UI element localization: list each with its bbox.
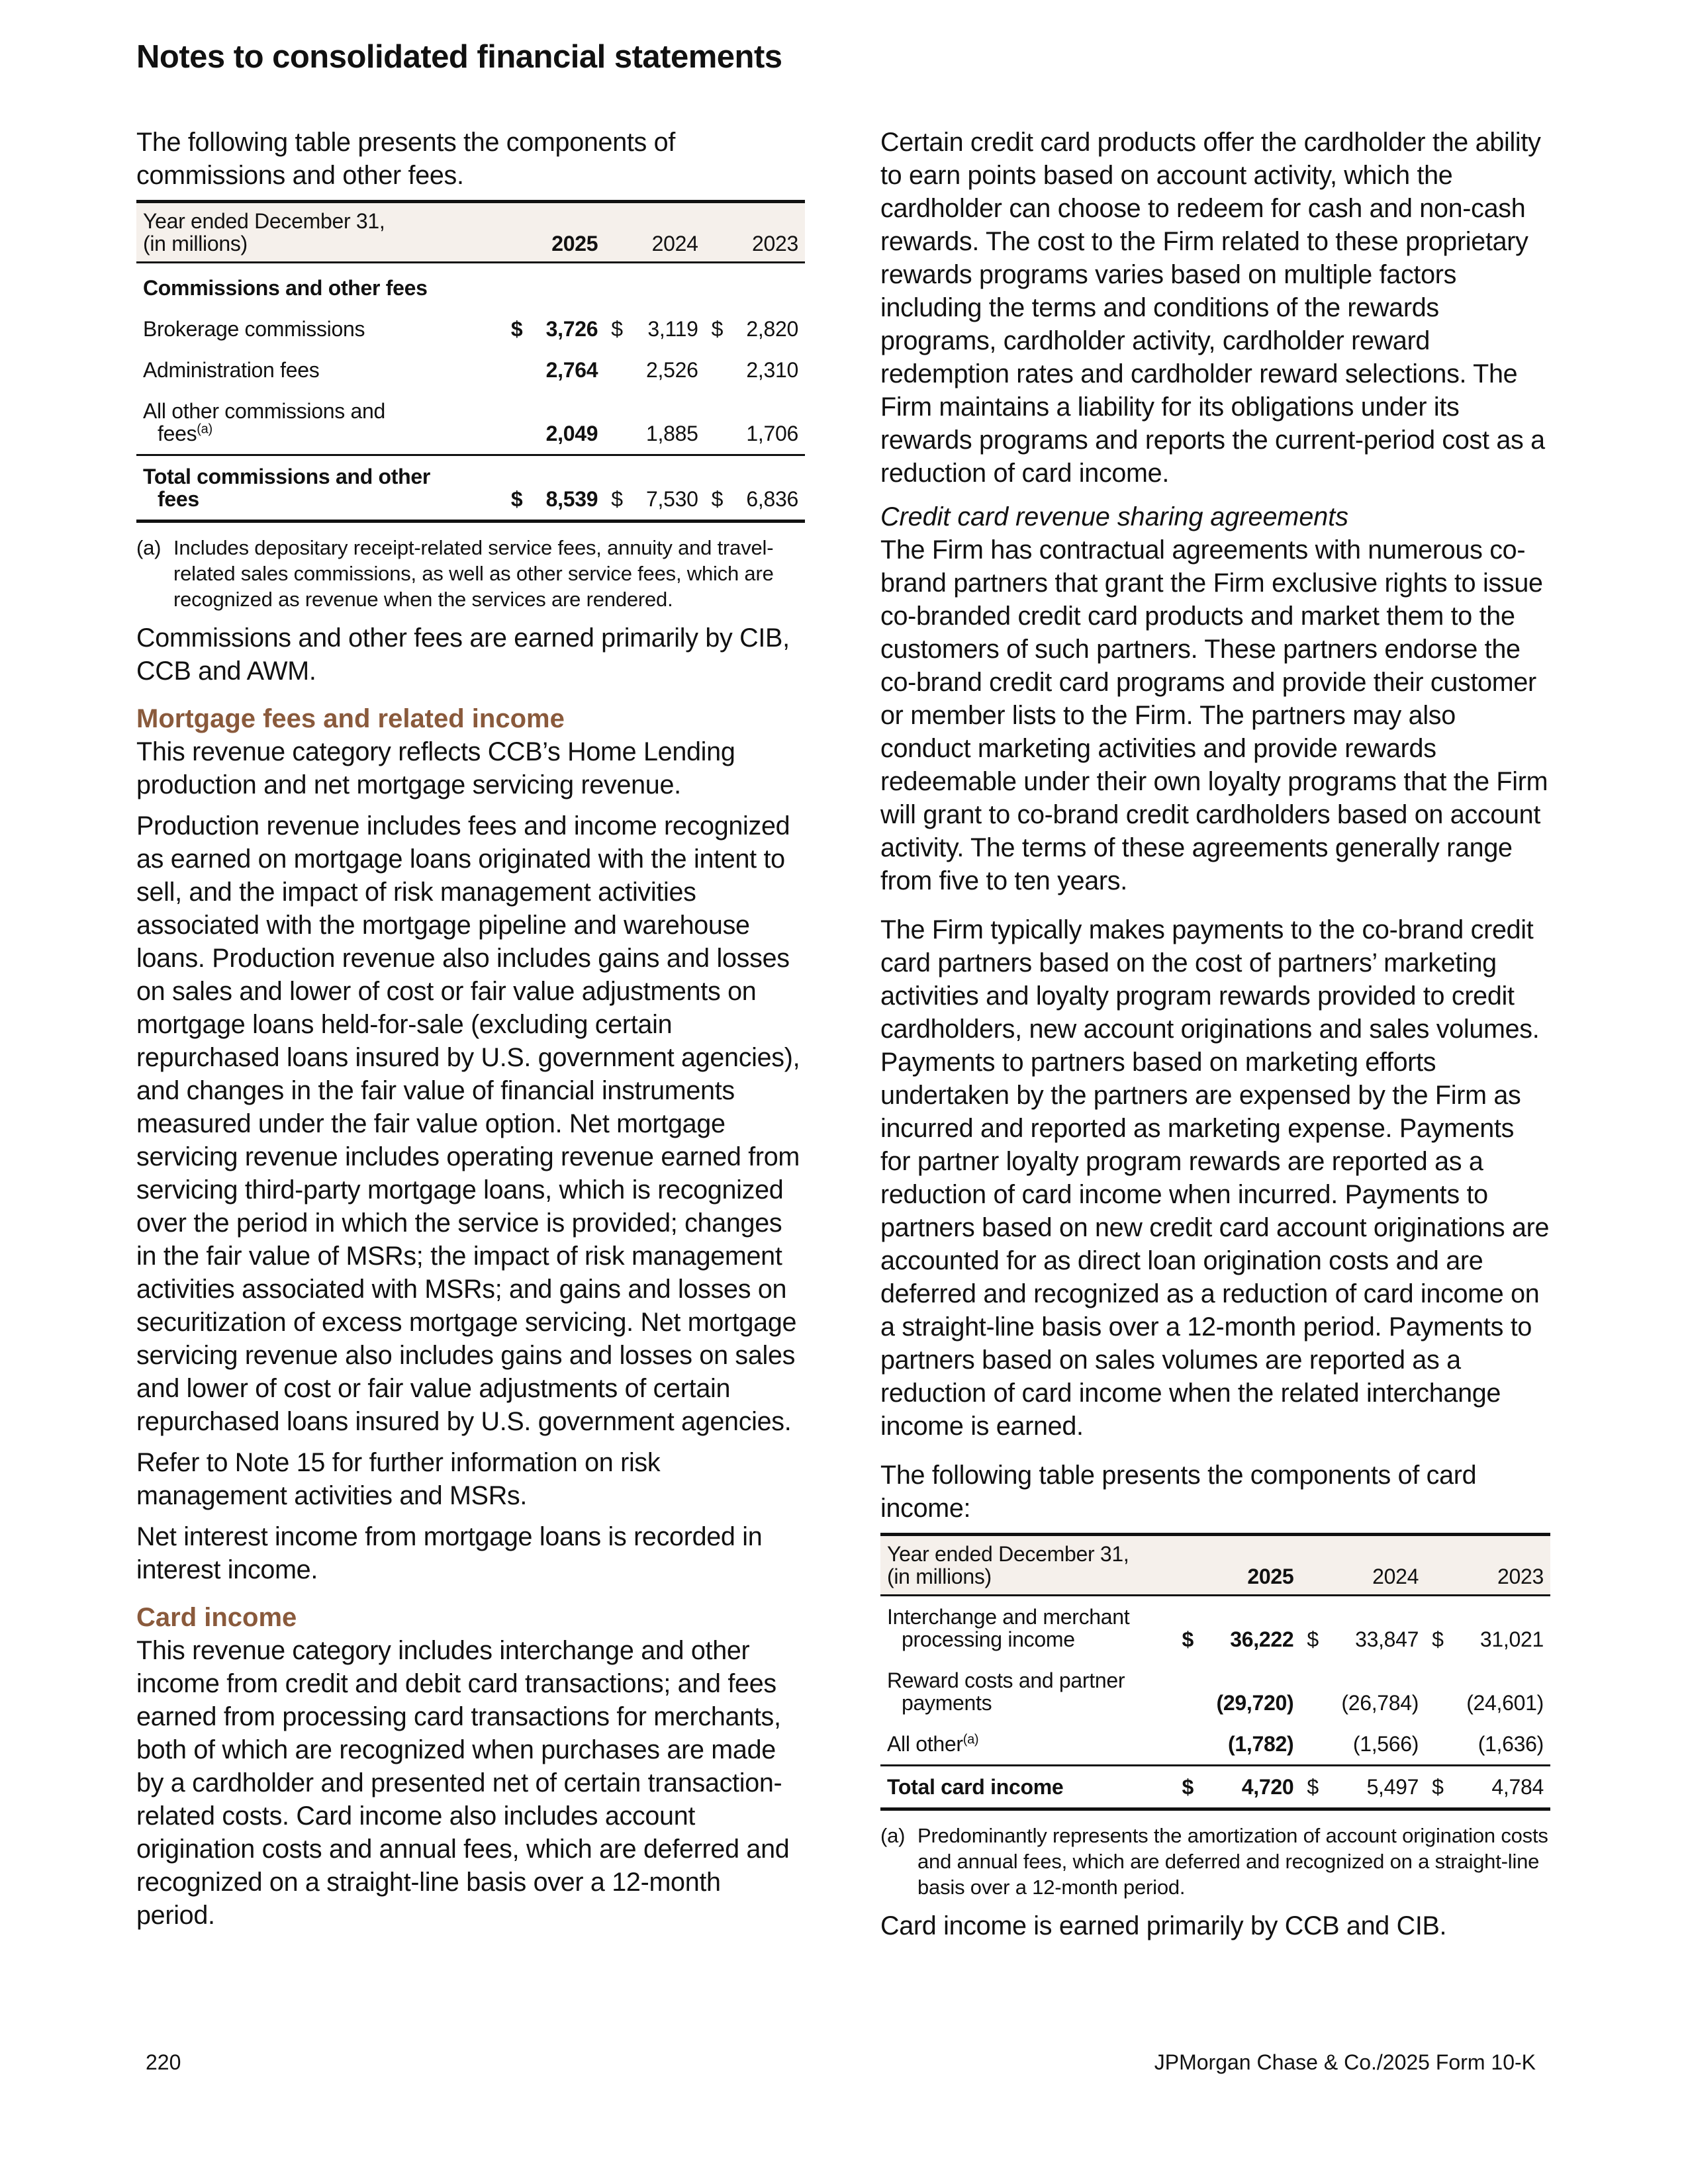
page-number: 220: [146, 2050, 181, 2074]
currency-symbol: $: [1425, 1766, 1450, 1809]
value-2025: 3,726: [545, 317, 598, 341]
right-column: [880, 126, 1550, 1950]
currency-symbol: $: [611, 317, 623, 341]
table-total-row: [136, 455, 805, 522]
table-header-row: [136, 202, 805, 263]
value-2024: (1,566): [1352, 1732, 1419, 1756]
table-row: [136, 390, 805, 455]
year-header-2023: 2023: [705, 202, 805, 263]
left-column: [136, 126, 805, 1940]
footnote-mark: (a): [136, 536, 162, 559]
card-income-heading: Card income: [136, 1603, 297, 1632]
card-table-intro: The following table presents the components of card income:: [880, 1461, 1477, 1523]
row-label: Interchange and merchant processing income: [887, 1605, 1130, 1651]
value-2023: 2,820: [746, 317, 798, 341]
value-2023: (1,636): [1477, 1732, 1544, 1756]
value-2025: 8,539: [530, 455, 604, 522]
row-label: Reward costs and partner payments: [887, 1668, 1125, 1715]
row-label: Administration fees: [143, 358, 320, 382]
value-2024: 33,847: [1355, 1627, 1419, 1651]
value-2024: 7,530: [630, 455, 704, 522]
year-header-2023: 2023: [1425, 1535, 1550, 1596]
mortgage-paragraph-3: Refer to Note 15 for further information on risk management activities and MSRs.: [136, 1448, 661, 1510]
row-label: All other commissions and fees$^{(a)}$: [143, 399, 385, 445]
value-2023: 31,021: [1479, 1627, 1544, 1651]
footnote-text: Includes depositary receipt-related service fees, annuity and travel-related sales commissions, as well as other service fees, which are recognized as revenue when the services are rendered.: [173, 536, 774, 611]
value-2025: 2,764: [545, 358, 598, 382]
footnote-ref: (a): [962, 1732, 979, 1747]
currency-symbol: $: [705, 455, 730, 522]
table-section-row: [136, 263, 805, 309]
card-income-closing: Card income is earned primarily by CCB and CIB.: [880, 1911, 1447, 1940]
card-income-footnote: [880, 1823, 1550, 1900]
publication-footer: JPMorgan Chase & Co./2025 Form 10-K: [1154, 2050, 1536, 2074]
year-header-2024: 2024: [604, 202, 704, 263]
row-label: Brokerage commissions: [143, 317, 365, 341]
currency-symbol: $: [1432, 1627, 1444, 1651]
year-header-2025: 2025: [1176, 1535, 1301, 1596]
footnote-text: Predominantly represents the amortization of account origination costs and annual fees, which are deferred and recognized on a straight-line basis over a 12-month period.: [917, 1824, 1548, 1899]
currency-symbol: $: [1307, 1627, 1319, 1651]
value-2025: (1,782): [1228, 1732, 1294, 1756]
table-header-label: Year ended December 31, (in millions): [880, 1535, 1176, 1596]
year-header-2024: 2024: [1300, 1535, 1425, 1596]
value-2023: 6,836: [730, 455, 805, 522]
row-label: All other$^{(a)}$: [887, 1732, 979, 1756]
mortgage-paragraph-2: Production revenue includes fees and income recognized as earned on mortgage loans originated with the intent to sell, and the impact of risk management activities associated with the mortgage pipeline and warehouse loans. Production revenue also includes gains and losses on sales and lower of cost or fair value adjustments on mortgage loans held-for-sale (excluding certain repurchased loans insured by U.S. government agencies), and changes in the fair value of financial instruments measured under the fair value option. Net mortgage servicing revenue includes operating revenue earned from servicing third-party mortgage loans, which is recognized over the period in which the service is provided; changes in the fair value of MSRs; the impact of risk management activities associated with MSRs; and gains and losses on securitization of excess mortgage servicing. Net mortgage servicing revenue also includes gains and losses on sales and lower of cost or fair value adjustments of certain repurchased loans insured by U.S. government agencies.: [136, 811, 800, 1436]
table-row: [136, 349, 805, 390]
value-2024: (26,784): [1341, 1691, 1419, 1715]
value-2024: 5,497: [1325, 1766, 1425, 1809]
value-2023: 4,784: [1450, 1766, 1550, 1809]
row-label: Total card income: [880, 1766, 1176, 1809]
value-2025: 2,049: [545, 422, 598, 445]
page-title: Notes to consolidated financial statements: [136, 39, 782, 75]
table-row: [136, 308, 805, 349]
footnote-mark: (a): [880, 1824, 906, 1847]
currency-symbol: $: [1300, 1766, 1325, 1809]
revenue-sharing-paragraph-2: The Firm typically makes payments to the co-brand credit card partners based on the cost of partners’ marketing activities and loyalty program rewards provided to credit cardholders, new account originations and sales volumes. Payments to partners based on marketing efforts undertaken by the partners are expensed by the Firm as incurred and reported as marketing expense. Payments for partner loyalty program rewards are reported as a reduction of card income when incurred. Payments to partners based on new credit card account originations are accounted for as direct loan origination costs and are deferred and recognized as a reduction of card income on a straight-line basis over a 12-month period. Payments to partners based on sales volumes are reported as a reduction of card income when the related interchange income is earned.: [880, 915, 1550, 1441]
table-row: [880, 1723, 1550, 1766]
rewards-paragraph: Certain credit card products offer the cardholder the ability to earn points based on account activity, which the cardholder can choose to redeem for cash and non-cash rewards. The cost to the Firm related to these proprietary rewards programs varies based on multiple factors including the terms and conditions of the rewards programs, cardholder activity, cardholder reward redemption rates and cardholder reward selections. The Firm maintains a liability for its obligations under its rewards programs and reports the current-period cost as a reduction of card income.: [880, 128, 1545, 488]
mortgage-paragraph-4: Net interest income from mortgage loans is recorded in interest income.: [136, 1522, 763, 1584]
currency-symbol: $: [1182, 1627, 1194, 1651]
table-row: [880, 1596, 1550, 1661]
commissions-paragraph: Commissions and other fees are earned primarily by CIB, CCB and AWM.: [136, 623, 790, 686]
value-2025: 36,222: [1230, 1627, 1294, 1651]
section-label: Commissions and other fees: [143, 276, 428, 300]
commissions-footnote: [136, 535, 805, 612]
currency-symbol: $: [604, 455, 630, 522]
commissions-intro: The following table presents the components of commissions and other fees.: [136, 128, 676, 190]
table-header-label: Year ended December 31, (in millions): [136, 202, 504, 263]
value-2024: 1,885: [646, 422, 698, 445]
year-header-2025: 2025: [504, 202, 604, 263]
table-total-row: [880, 1766, 1550, 1809]
currency-symbol: $: [504, 455, 530, 522]
value-2024: 3,119: [647, 317, 698, 341]
mortgage-heading: Mortgage fees and related income: [136, 704, 565, 733]
value-2024: 2,526: [646, 358, 698, 382]
value-2023: (24,601): [1466, 1691, 1544, 1715]
currency-symbol: $: [510, 317, 523, 341]
currency-symbol: $: [711, 317, 724, 341]
table-row: [880, 1660, 1550, 1723]
value-2025: (29,720): [1216, 1691, 1294, 1715]
commissions-table: [136, 200, 805, 523]
value-2023: 2,310: [746, 358, 798, 382]
currency-symbol: $: [1176, 1766, 1201, 1809]
card-income-table: [880, 1533, 1550, 1811]
card-income-paragraph: This revenue category includes interchange and other income from credit and debit card transactions; and fees earned from processing card transactions for merchants, both of which are recognized when purchases are made by a cardholder and presented net of certain transaction-related costs. Card income also includes account origination costs and annual fees, which are deferred and recognized on a straight-line basis over a 12-month period.: [136, 1636, 790, 1930]
revenue-sharing-subheading: Credit card revenue sharing agreements: [880, 502, 1348, 531]
row-label: Total commissions and other fees: [136, 455, 504, 522]
revenue-sharing-paragraph-1: The Firm has contractual agreements with numerous co-brand partners that grant the Firm exclusive rights to issue co-branded credit card products and market them to the customers of such partners. These partners endorse the co-brand credit card programs and provide their customer or member lists to the Firm. The partners may also conduct marketing activities and provide rewards redeemable under their own loyalty programs that the Firm will grant to co-brand credit cardholders based on account activity. The terms of these agreements generally range from five to ten years.: [880, 535, 1548, 895]
footnote-ref: (a): [197, 422, 212, 437]
value-2025: 4,720: [1201, 1766, 1301, 1809]
mortgage-paragraph-1: This revenue category reflects CCB’s Home Lending production and net mortgage servicing revenue.: [136, 737, 735, 799]
table-header-row: [880, 1535, 1550, 1596]
value-2023: 1,706: [746, 422, 798, 445]
